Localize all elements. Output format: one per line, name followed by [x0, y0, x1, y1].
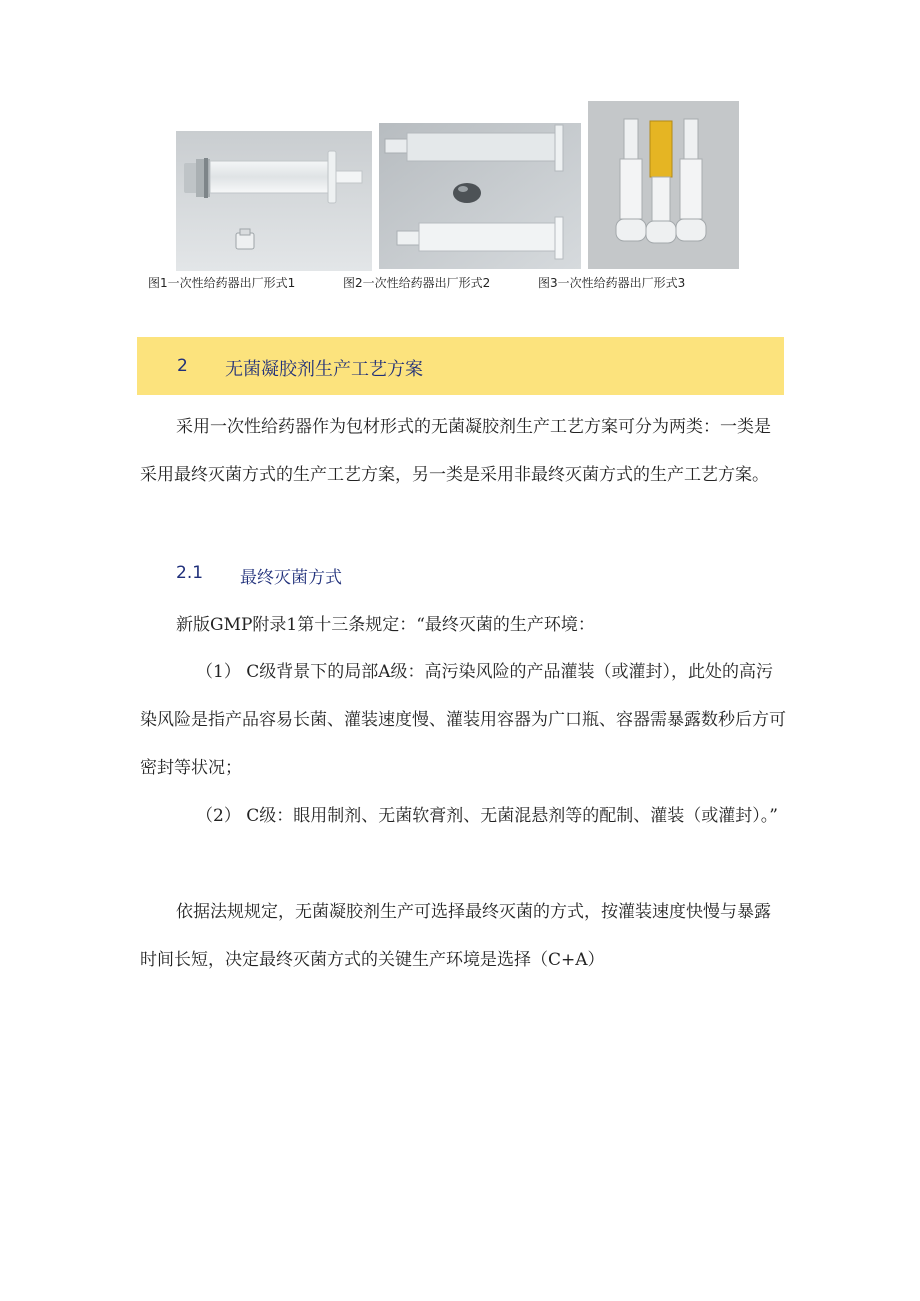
figure-1-photo — [176, 131, 372, 271]
section-number: 2 — [177, 356, 188, 376]
figure-1-caption: 图1一次性给药器出厂形式1 — [148, 276, 296, 290]
gmp-regulation-line: 新版GMP附录1第十三条规定：“最终灭菌的生产环境： — [176, 615, 595, 635]
figure-3-photo — [588, 101, 739, 269]
figure-2-caption: 图2一次性给药器出厂形式2 — [343, 276, 491, 290]
figure-2-photo — [379, 123, 581, 269]
subsection-number: 2.1 — [176, 563, 204, 583]
item-1-paragraph: （1） C级背景下的局部A级：高污染风险的产品灌装（或灌封），此处的高污染风险是指产品容易长菌、灌装速度慢、灌装用容器为广口瓶、容器需暴露数秒后方可密封等状况； — [140, 662, 786, 778]
intro-paragraph: 采用一次性给药器作为包材形式的无菌凝胶剂生产工艺方案可分为两类：一类是采用最终灭菌方式的生产工艺方案，另一类是采用非最终灭菌方式的生产工艺方案。 — [140, 417, 771, 485]
item-2-paragraph: （2） C级：眼用制剂、无菌软膏剂、无菌混悬剂等的配制、灌装（或灌封）。” — [196, 806, 778, 826]
section-title: 无菌凝胶剂生产工艺方案 — [225, 359, 423, 380]
subsection-title: 最终灭菌方式 — [240, 568, 342, 588]
section-heading — [137, 337, 784, 395]
figure-3-caption: 图3一次性给药器出厂形式3 — [538, 276, 686, 290]
conclusion-paragraph: 依据法规规定，无菌凝胶剂生产可选择最终灭菌的方式，按灌装速度快慢与暴露时间长短，决定最终灭菌方式的关键生产环境是选择（C+A） — [140, 902, 771, 970]
subsection-heading — [176, 563, 342, 588]
